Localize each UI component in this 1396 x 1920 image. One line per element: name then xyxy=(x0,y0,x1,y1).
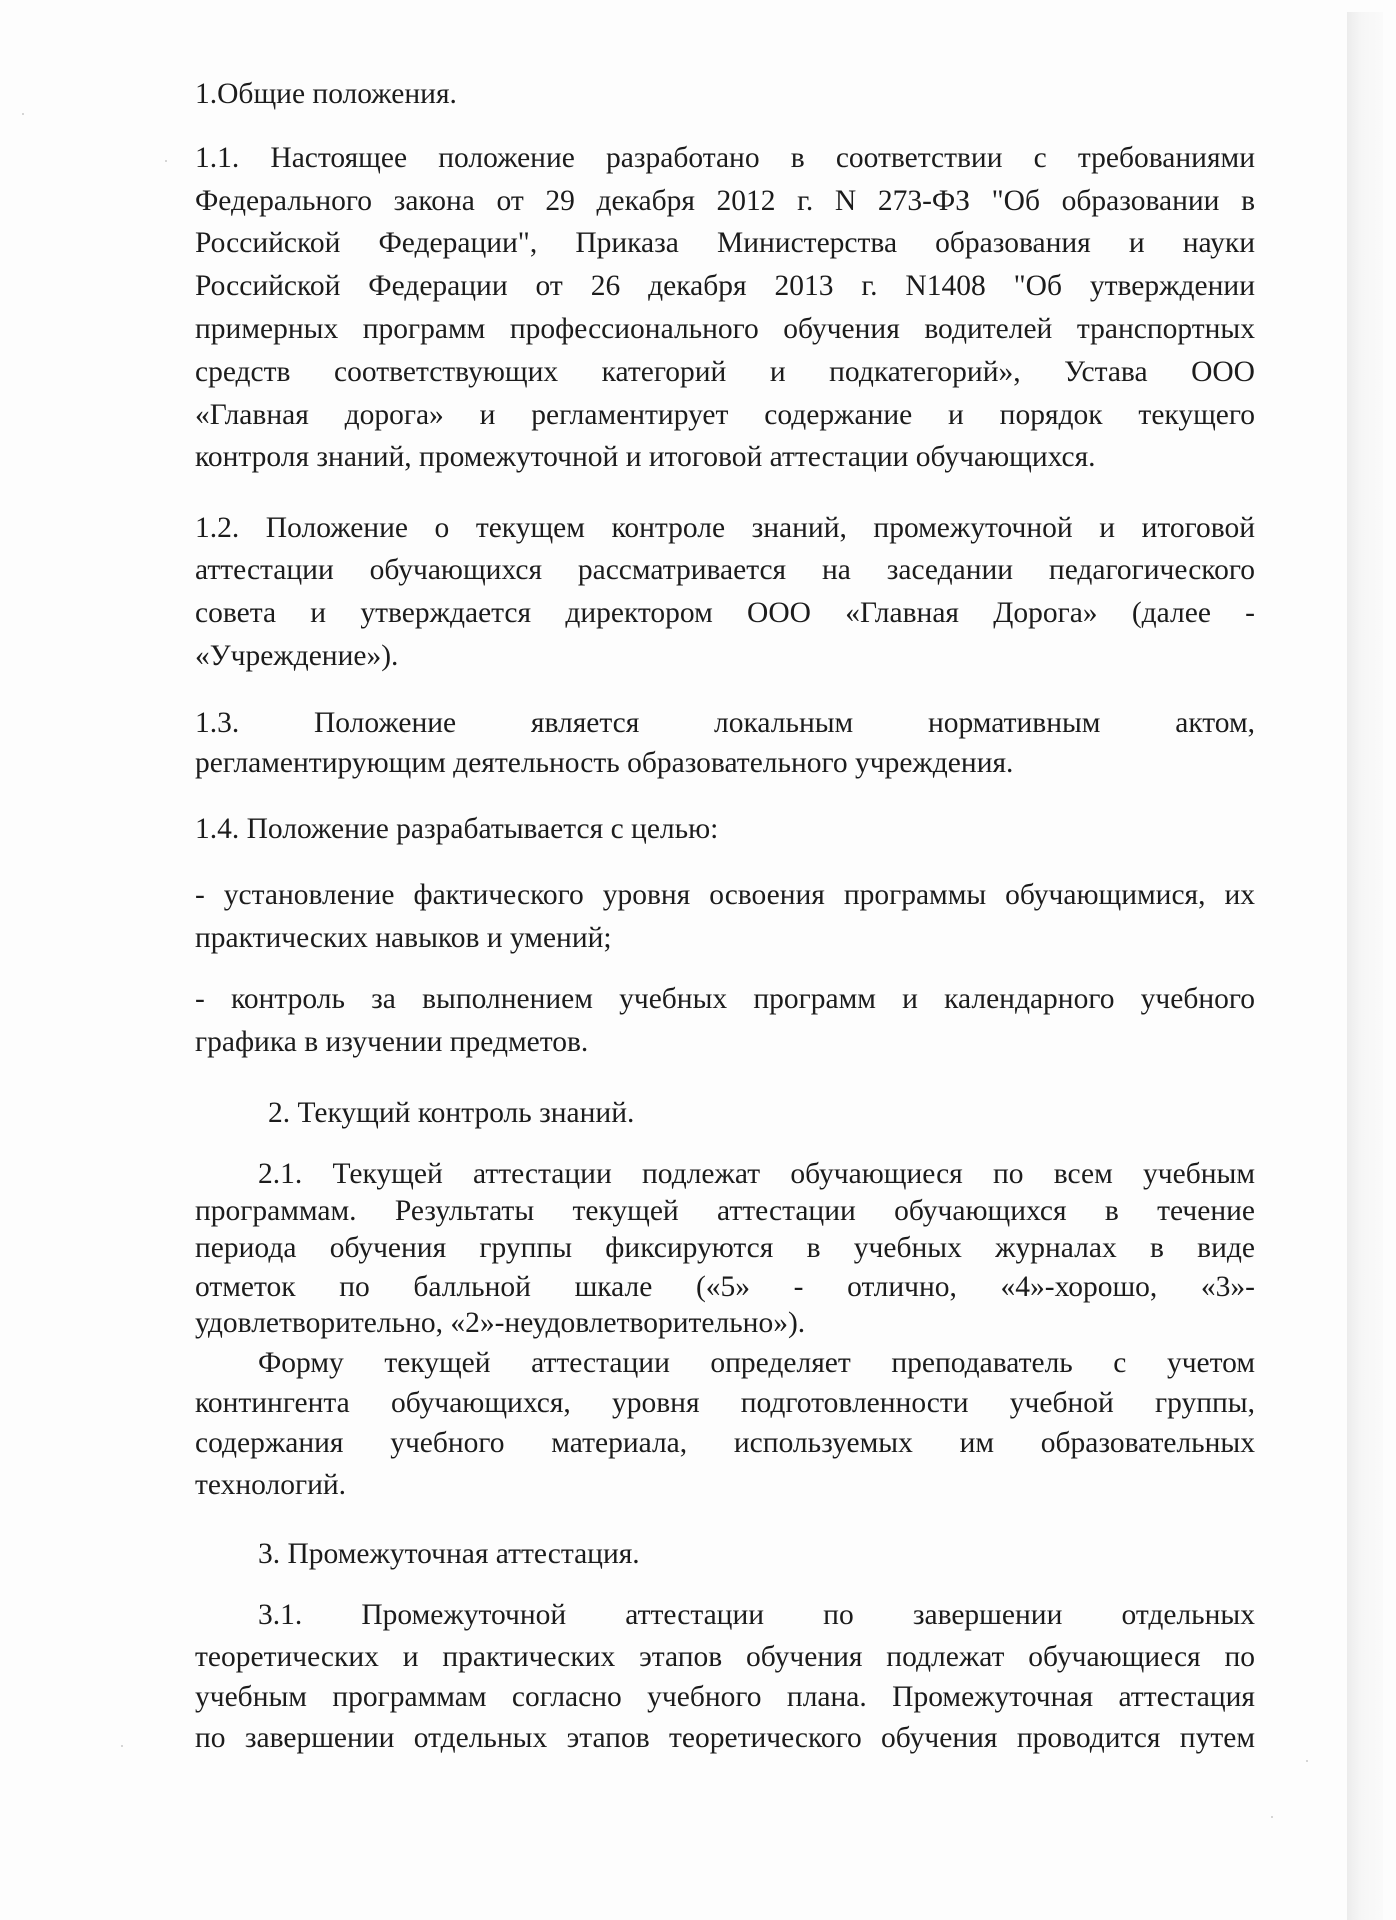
text-line: 3.1. Промежуточной аттестации по завершении отдельных xyxy=(258,1599,1255,1631)
scan-speck xyxy=(1306,1760,1308,1762)
text-line: примерных программ профессионального обучения водителей транспортных xyxy=(195,313,1255,345)
scan-speck xyxy=(22,113,24,115)
text-line: технологий. xyxy=(195,1469,347,1501)
text-line: - установление фактического уровня освоения программы обучающимися, их xyxy=(195,879,1255,911)
scan-speck xyxy=(1271,1816,1273,1818)
text-line: по завершении отдельных этапов теоретического обучения проводится путем xyxy=(195,1722,1255,1754)
text-line: аттестации обучающихся рассматривается на заседании педагогического xyxy=(195,554,1255,586)
text-line: отметок по балльной шкале («5» - отлично, «4»-хорошо, «3»- xyxy=(195,1271,1255,1303)
text-line: 1.1. Настоящее положение разработано в соответствии с требованиями xyxy=(195,142,1255,174)
text-line: средств соответствующих категорий и подкатегорий», Устава ООО xyxy=(195,356,1255,388)
text-line: контингента обучающихся, уровня подготовленности учебной группы, xyxy=(195,1387,1255,1419)
text-line: - контроль за выполнением учебных программ и календарного учебного xyxy=(195,983,1255,1015)
text-line: практических навыков и умений; xyxy=(195,922,612,954)
section-heading-1: 1.Общие положения. xyxy=(195,78,457,110)
text-line: Форму текущей аттестации определяет преподаватель с учетом xyxy=(258,1347,1255,1379)
text-line: программам. Результаты текущей аттестации обучающихся в течение xyxy=(195,1195,1255,1227)
text-line: учебным программам согласно учебного плана. Промежуточная аттестация xyxy=(195,1681,1255,1713)
text-line: 1.2. Положение о текущем контроле знаний, промежуточной и итоговой xyxy=(195,512,1255,544)
paragraph-1-4: 1.4. Положение разрабатывается с целью: xyxy=(195,813,719,845)
text-line: «Главная дорога» и регламентирует содержание и порядок текущего xyxy=(195,399,1255,431)
text-line: регламентирующим деятельность образовательного учреждения. xyxy=(195,747,1014,779)
text-line: удовлетворительно, «2»-неудовлетворительно»). xyxy=(195,1307,806,1339)
text-line: Российской Федерации от 26 декабря 2013 г. N1408 "Об утверждении xyxy=(195,270,1255,302)
text-line: содержания учебного материала, используемых им образовательных xyxy=(195,1427,1255,1459)
text-line: 1.3. Положение является локальным нормативным актом, xyxy=(195,707,1255,739)
text-line: периода обучения группы фиксируются в учебных журналах в виде xyxy=(195,1232,1255,1264)
scan-page-edge xyxy=(1347,12,1383,1920)
text-line: графика в изучении предметов. xyxy=(195,1026,589,1058)
text-line: теоретических и практических этапов обучения подлежат обучающиеся по xyxy=(195,1641,1255,1673)
text-line: совета и утверждается директором ООО «Главная Дорога» (далее - xyxy=(195,597,1255,629)
text-line: 2.1. Текущей аттестации подлежат обучающиеся по всем учебным xyxy=(258,1158,1255,1190)
text-line: Федерального закона от 29 декабря 2012 г. N 273-ФЗ "Об образовании в xyxy=(195,185,1255,217)
text-line: контроля знаний, промежуточной и итоговой аттестации обучающихся. xyxy=(195,441,1096,473)
scan-speck xyxy=(121,1745,123,1747)
section-heading-2: 2. Текущий контроль знаний. xyxy=(268,1097,635,1129)
section-heading-3: 3. Промежуточная аттестация. xyxy=(258,1538,640,1570)
text-line: «Учреждение»). xyxy=(195,640,399,672)
scan-speck xyxy=(165,160,167,162)
text-line: Российской Федерации", Приказа Министерства образования и науки xyxy=(195,227,1255,259)
